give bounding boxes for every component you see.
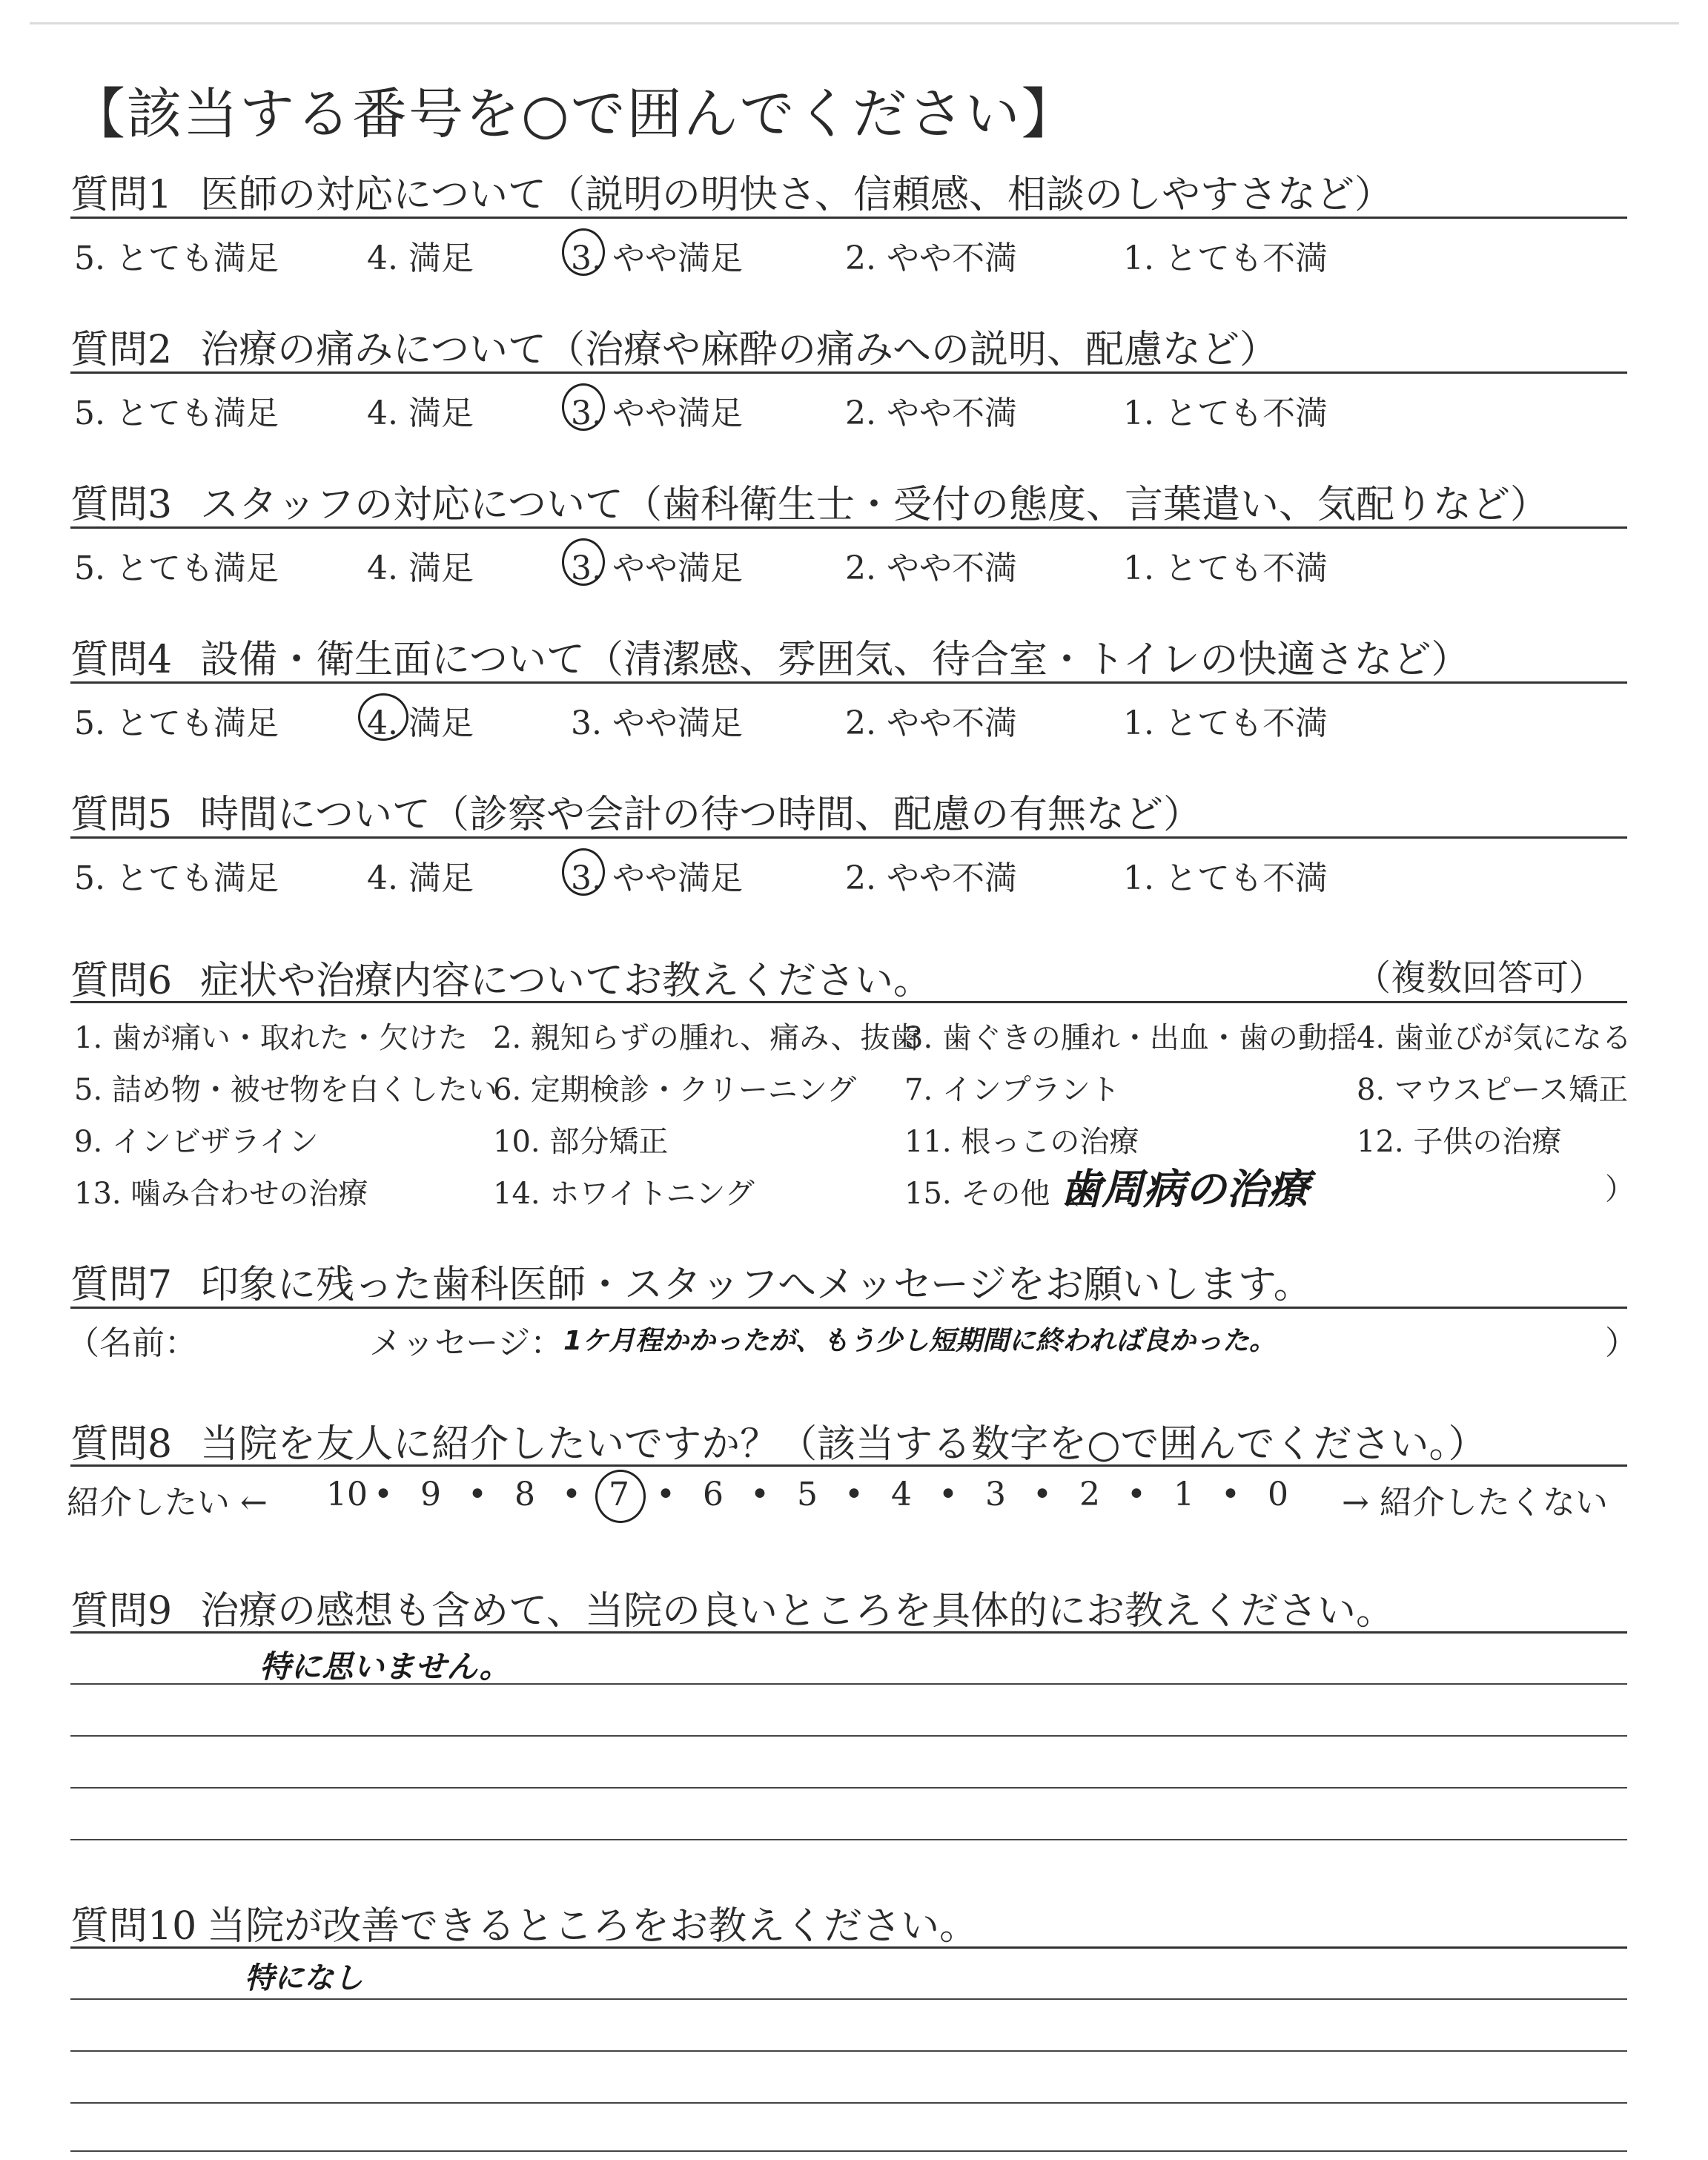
q10-title [70,1895,978,1950]
q4-option-5[interactable]: 5. とても満足 [74,704,279,742]
q3-rule [70,526,1627,529]
q5-option-5[interactable]: 5. とても満足 [74,859,279,897]
q6-option-6[interactable]: 6. 定期検診・クリーニング [493,1073,857,1107]
q8-scale-separator: • [844,1476,864,1513]
q1-option-3[interactable]: 3. やや満足 [571,240,743,277]
q8-title [70,1413,1486,1468]
q8-scale-2[interactable]: 2 [1079,1476,1100,1513]
q8-scale-separator: • [374,1476,393,1513]
scan-top-edge [30,22,1679,24]
q5-text: 時間について（診察や会計の待つ時間、配慮の有無など） [200,793,1202,837]
q6-option-10[interactable]: 10. 部分矯正 [493,1125,669,1159]
q1-option-1[interactable]: 1. とても不満 [1123,240,1328,277]
q8-scale-6[interactable]: 6 [703,1476,724,1513]
q8-scale-5[interactable]: 5 [797,1476,818,1513]
q8-scale-10[interactable]: 10 [326,1476,368,1513]
q10-answer-handwritten: 特になし [245,1961,363,1995]
q6-option-2[interactable]: 2. 親知らずの腫れ、痛み、抜歯 [493,1021,920,1055]
q6-option-11[interactable]: 11. 根っこの治療 [904,1125,1139,1159]
q6-option-7[interactable]: 7. インプラント [904,1073,1120,1107]
q6-other-handwritten: 歯周病の治療 [1060,1166,1309,1214]
q4-number: 質問4 [70,638,173,682]
q8-scale-separator: • [939,1476,958,1513]
q8-scale-separator: • [656,1476,675,1513]
q6-multiple-note: （複数回答可） [1354,957,1604,999]
q3-option-3[interactable]: 3. やや満足 [571,549,743,587]
q3-title [70,473,1549,529]
q6-title [70,949,932,1005]
q7-message-label: メッセージ： [369,1324,563,1362]
q8-scale-3[interactable]: 3 [985,1476,1006,1513]
q7-rule [70,1307,1627,1309]
q6-option-13[interactable]: 13. 噛み合わせの治療 [74,1177,368,1211]
q8-scale-0[interactable]: 0 [1268,1476,1288,1513]
q10-answer-line [70,2150,1627,2152]
q8-scale-separator: • [750,1476,769,1513]
q4-rule [70,681,1627,684]
q2-option-2[interactable]: 2. やや不満 [845,394,1017,432]
q2-title [70,318,1278,374]
q8-number: 質問8 [70,1422,173,1467]
q3-selection-circle [562,538,605,586]
q1-selection-circle [562,228,605,276]
q2-option-3[interactable]: 3. やや満足 [571,394,743,432]
q6-option-4[interactable]: 4. 歯並びが気になる [1357,1021,1632,1055]
q9-answer-line [70,1839,1627,1840]
q4-option-1[interactable]: 1. とても不満 [1123,704,1328,742]
q8-scale-separator: • [1033,1476,1052,1513]
q6-option-3[interactable]: 3. 歯ぐきの腫れ・出血・歯の動揺 [904,1021,1357,1055]
q9-number: 質問9 [70,1589,173,1634]
q1-rule [70,217,1627,219]
q8-scale-separator: • [1221,1476,1240,1513]
q5-selection-circle [562,848,605,896]
q9-title [70,1579,1394,1635]
q8-rule [70,1464,1627,1467]
q6-number: 質問6 [70,959,173,1003]
q7-close: ） [1605,1324,1638,1362]
q6-text: 症状や治療内容についてお教えください。 [200,959,933,1003]
q3-option-4[interactable]: 4. 満足 [367,549,474,587]
q5-rule [70,836,1627,839]
q1-number: 質問1 [70,173,173,217]
q1-option-5[interactable]: 5. とても満足 [74,240,279,277]
q7-message-handwritten: 1ケ月程かかったが、もう少し短期間に終われば良かった。 [563,1326,1277,1356]
q6-option-14[interactable]: 14. ホワイトニング [493,1177,755,1211]
q4-title [70,628,1469,684]
q9-answer-line [70,1683,1627,1685]
q5-option-4[interactable]: 4. 満足 [367,859,474,897]
q1-option-2[interactable]: 2. やや不満 [845,240,1017,277]
q5-option-3[interactable]: 3. やや満足 [571,859,743,897]
q4-text: 設備・衛生面について（清潔感、雰囲気、待合室・トイレの快適さなど） [200,638,1470,682]
q4-option-3[interactable]: 3. やや満足 [571,704,743,742]
q3-option-1[interactable]: 1. とても不満 [1123,549,1328,587]
q8-scale-separator: • [1127,1476,1146,1513]
q6-option-15[interactable]: 15. その他（ [904,1177,1080,1211]
q3-text: スタッフの対応について（歯科衛生士・受付の態度、言葉遣い、気配りなど） [200,483,1549,527]
q5-number: 質問5 [70,793,173,837]
q10-answer-line [70,2050,1627,2052]
q2-number: 質問2 [70,328,173,372]
q8-selection-circle [595,1470,646,1523]
q9-rule [70,1631,1627,1634]
q9-answer-line [70,1787,1627,1789]
q2-option-5[interactable]: 5. とても満足 [74,394,279,432]
q2-option-4[interactable]: 4. 満足 [367,394,474,432]
q6-option-5[interactable]: 5. 詰め物・被せ物を白くしたい [74,1073,497,1107]
form-header: 【該当する番号を○で囲んでください】 [70,82,1078,146]
q7-text: 印象に残った歯科医師・スタッフへメッセージをお願いします。 [200,1263,1312,1307]
q9-answer-line [70,1735,1627,1737]
q8-text: 当院を友人に紹介したいですか？（該当する数字を○で囲んでください。） [200,1422,1487,1467]
q9-answer-handwritten: 特に思いません。 [259,1648,511,1685]
q8-scale-7[interactable]: 7 [609,1476,629,1513]
q9-text: 治療の感想も含めて、当院の良いところを具体的にお教えください。 [200,1589,1395,1634]
q8-scale-9[interactable]: 9 [420,1476,441,1513]
q4-selection-circle [358,693,408,741]
q1-title [70,163,1393,219]
q6-option-12[interactable]: 12. 子供の治療 [1357,1125,1562,1159]
q6-option-8[interactable]: 8. マウスピース矯正 [1357,1073,1629,1107]
q2-rule [70,371,1627,374]
q8-scale-1[interactable]: 1 [1174,1476,1194,1513]
q10-number: 質問10 [70,1904,197,1949]
q3-option-5[interactable]: 5. とても満足 [74,549,279,587]
q10-answer-line [70,1998,1627,2000]
q8-scale-separator: • [468,1476,487,1513]
q3-option-2[interactable]: 2. やや不満 [845,549,1017,587]
q5-title [70,783,1202,839]
q2-text: 治療の痛みについて（治療や麻酔の痛みへの説明、配慮など） [200,328,1279,372]
q5-option-1[interactable]: 1. とても不満 [1123,859,1328,897]
q2-option-1[interactable]: 1. とても不満 [1123,394,1328,432]
q7-number: 質問7 [70,1263,173,1307]
q8-scale-separator: • [562,1476,581,1513]
q7-title [70,1253,1312,1309]
q6-option-1[interactable]: 1. 歯が痛い・取れた・欠けた [74,1021,468,1055]
q8-left-label: 紹介したい ← [67,1484,268,1522]
q5-option-2[interactable]: 2. やや不満 [845,859,1017,897]
q8-right-label: → 紹介したくない [1342,1484,1608,1522]
q10-answer-line [70,2102,1627,2104]
q8-scale-8[interactable]: 8 [514,1476,535,1513]
q6-rule [70,1001,1627,1003]
q1-option-4[interactable]: 4. 満足 [367,240,474,277]
q4-option-4[interactable]: 4. 満足 [367,704,474,742]
q7-name-label: （名前： [67,1324,197,1362]
q4-option-2[interactable]: 2. やや不満 [845,704,1017,742]
q6-option-9[interactable]: 9. インビザライン [74,1125,319,1159]
q3-number: 質問3 [70,483,173,527]
q10-rule [70,1946,1627,1949]
q6-other-close: ） [1605,1172,1635,1206]
q2-selection-circle [562,383,605,431]
q10-text: 当院が改善できるところをお教えください。 [207,1904,979,1949]
q8-scale-4[interactable]: 4 [891,1476,912,1513]
q1-text: 医師の対応について（説明の明快さ、信頼感、相談のしやすさなど） [200,173,1393,217]
